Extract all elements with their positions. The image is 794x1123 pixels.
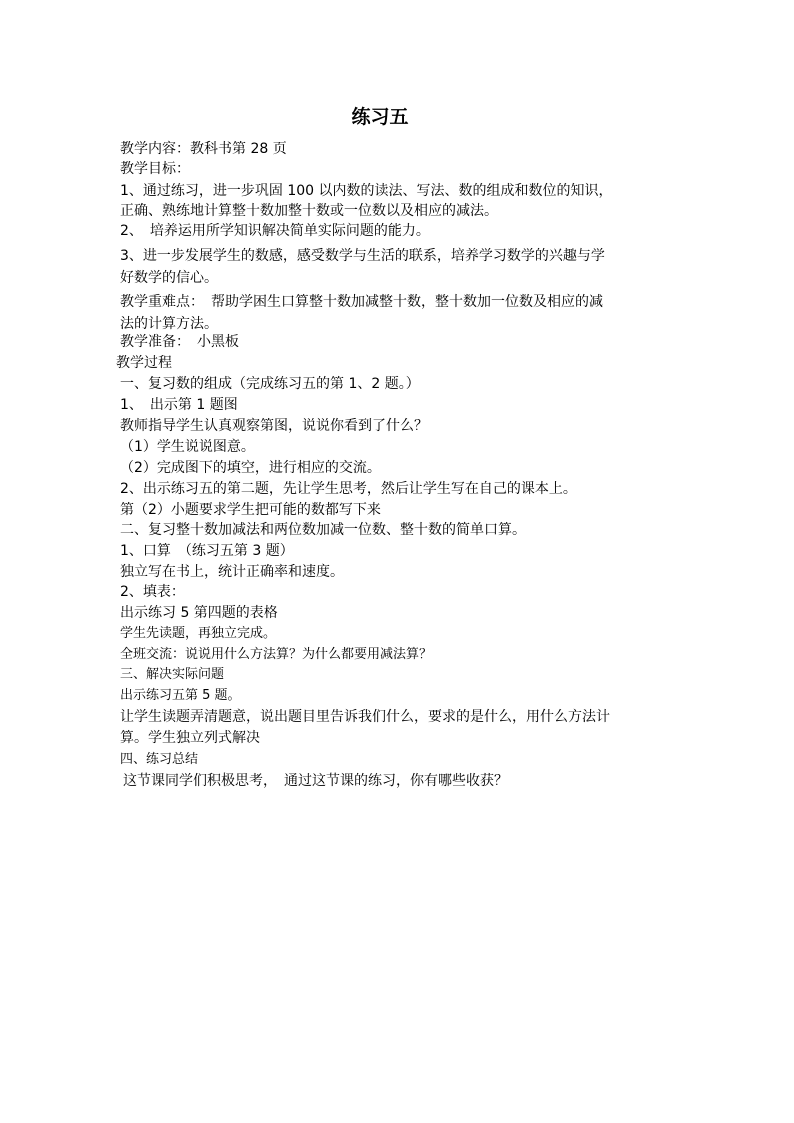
content-line: 二、复习整十数加减法和两位数加减一位数、整十数的简单口算。 <box>120 522 526 538</box>
content-line: 1、通过练习，进一步巩固 100 以内数的读法、写法、数的组成和数位的知识， <box>120 183 613 199</box>
content-line: 三、解决实际问题 <box>120 667 225 682</box>
content-line: 1、口算 （练习五第 3 题） <box>120 543 294 559</box>
content-line: 四、练习总结 <box>120 752 199 767</box>
content-line: 2、填表： <box>120 584 185 600</box>
content-line: 法的计算方法。 <box>120 316 218 332</box>
content-line: 让学生读题弄清题意，说出题目里告诉我们什么，要求的是什么，用什么方法计 <box>120 709 610 725</box>
content-line: 出示练习 5 第四题的表格 <box>120 605 278 621</box>
content-line: 教学目标： <box>120 161 190 177</box>
content-line: 一、复习数的组成（完成练习五的第 1、2 题。） <box>120 376 420 392</box>
document-title: 练习五 <box>351 106 409 128</box>
content-line: 教学重难点： 帮助学困生口算整十数加减整十数，整十数加一位数及相应的减 <box>120 294 603 310</box>
content-line: 算。学生独立列式解决 <box>120 730 260 746</box>
content-line: （1）学生说说图意。 <box>120 439 255 455</box>
content-line: 教学准备： 小黑板 <box>120 334 239 350</box>
content-line: （2）完成图下的填空，进行相应的交流。 <box>120 460 381 476</box>
content-line: 全班交流：说说用什么方法算？为什么都要用减法算？ <box>120 647 433 662</box>
content-line: 这节课同学们积极思考， 通过这节课的练习，你有哪些收获？ <box>123 773 508 789</box>
content-line: 1、 出示第 1 题图 <box>120 397 238 413</box>
content-line: 正确、熟练地计算整十数加整十数或一位数以及相应的减法。 <box>120 203 498 219</box>
content-line: 好数学的信心。 <box>120 270 218 286</box>
content-line: 教师指导学生认真观察第图，说说你看到了什么？ <box>120 418 428 434</box>
content-line: 独立写在书上，统计正确率和速度。 <box>120 564 344 580</box>
content-line: 第（2）小题要求学生把可能的数都写下来 <box>120 502 381 518</box>
content-line: 出示练习五第 5 题。 <box>120 688 241 703</box>
content-line: 学生先读题，再独立完成。 <box>120 626 277 641</box>
content-line: 2、出示练习五的第二题，先让学生思考，然后让学生写在自己的课本上。 <box>120 481 577 497</box>
section-heading: 教学过程 <box>116 355 172 371</box>
content-line: 教学内容：教科书第 28 页 <box>120 141 287 157</box>
content-line: 2、 培养运用所学知识解决简单实际问题的能力。 <box>120 223 430 239</box>
content-line: 3、进一步发展学生的数感，感受数学与生活的联系，培养学习数学的兴趣与学 <box>120 248 605 264</box>
